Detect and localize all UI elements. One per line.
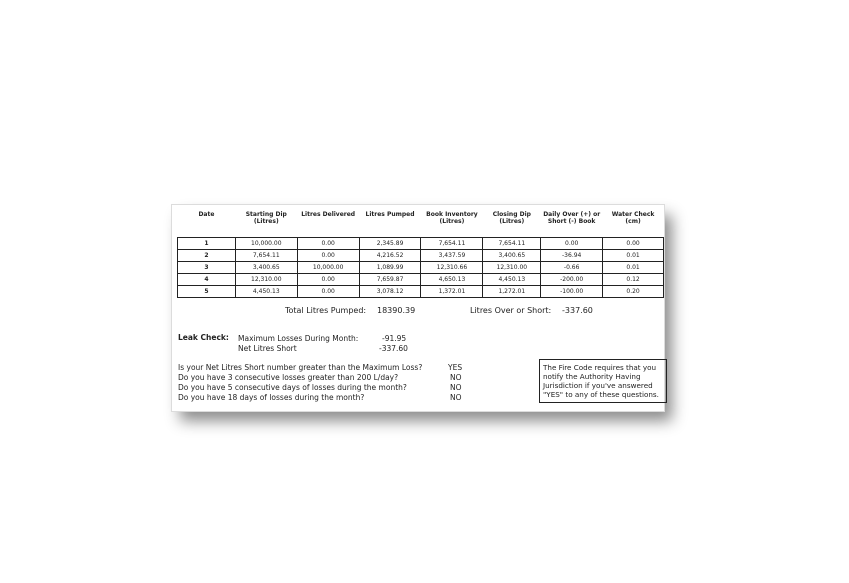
- cell-book-inventory: 1,372.01: [421, 286, 483, 298]
- question-text: Do you have 18 days of losses during the month?: [178, 393, 365, 402]
- question-answer: NO: [450, 383, 462, 392]
- cell-daily-over-short: -36.94: [541, 250, 603, 262]
- cell-daily-over-short: -0.66: [541, 262, 603, 274]
- col-header-closing-dip: Closing Dip (Litres): [483, 209, 541, 238]
- cell-water-check: 0.12: [603, 274, 664, 286]
- cell-book-inventory: 4,650.13: [421, 274, 483, 286]
- question-answer: YES: [448, 363, 463, 372]
- cell-date: 5: [178, 286, 236, 298]
- cell-date: 2: [178, 250, 236, 262]
- cell-water-check: 0.00: [603, 238, 664, 250]
- col-header-litres-pumped: Litres Pumped: [359, 209, 421, 238]
- question-answer: NO: [450, 393, 462, 402]
- cell-litres-delivered: 0.00: [297, 274, 359, 286]
- cell-closing-dip: 3,400.65: [483, 250, 541, 262]
- table-row: [178, 262, 664, 274]
- cell-litres-pumped: 3,078.12: [359, 286, 421, 298]
- cell-water-check: 0.20: [603, 286, 664, 298]
- col-header-book-inventory: Book Inventory (Litres): [421, 209, 483, 238]
- question-text: Do you have 5 consecutive days of losses during the month?: [178, 383, 407, 392]
- cell-litres-pumped: 1,089.99: [359, 262, 421, 274]
- cell-starting-dip: 4,450.13: [235, 286, 297, 298]
- over-short-label: Litres Over or Short:: [470, 306, 552, 315]
- max-loss-label: Maximum Losses During Month:: [238, 334, 359, 343]
- question-text: Do you have 3 consecutive losses greater than 200 L/day?: [178, 373, 399, 382]
- cell-water-check: 0.01: [603, 262, 664, 274]
- cell-date: 4: [178, 274, 236, 286]
- cell-starting-dip: 10,000.00: [235, 238, 297, 250]
- col-header-litres-delivered: Litres Delivered: [297, 209, 359, 238]
- question-answer: NO: [450, 373, 462, 382]
- cell-litres-delivered: 0.00: [297, 250, 359, 262]
- cell-water-check: 0.01: [603, 250, 664, 262]
- reconciliation-sheet: [172, 205, 664, 411]
- cell-daily-over-short: -100.00: [541, 286, 603, 298]
- cell-litres-delivered: 10,000.00: [297, 262, 359, 274]
- inventory-table: [177, 209, 664, 298]
- table-row: [178, 238, 664, 250]
- cell-starting-dip: 3,400.65: [235, 262, 297, 274]
- table-header-row: [178, 209, 664, 238]
- cell-closing-dip: 12,310.00: [483, 262, 541, 274]
- cell-daily-over-short: 0.00: [541, 238, 603, 250]
- total-pumped-value: 18390.39: [377, 306, 416, 315]
- total-pumped-label: Total Litres Pumped:: [285, 306, 367, 315]
- cell-litres-pumped: 2,345.89: [359, 238, 421, 250]
- cell-litres-delivered: 0.00: [297, 286, 359, 298]
- cell-date: 3: [178, 262, 236, 274]
- table-row: [178, 250, 664, 262]
- table-row: [178, 286, 664, 298]
- cell-daily-over-short: -200.00: [541, 274, 603, 286]
- col-header-water-check: Water Check (cm): [603, 209, 664, 238]
- cell-book-inventory: 7,654.11: [421, 238, 483, 250]
- col-header-date: Date: [178, 209, 236, 238]
- net-short-value: -337.60: [379, 344, 408, 353]
- cell-date: 1: [178, 238, 236, 250]
- col-header-starting-dip: Starting Dip (Litres): [235, 209, 297, 238]
- cell-book-inventory: 12,310.66: [421, 262, 483, 274]
- cell-closing-dip: 4,450.13: [483, 274, 541, 286]
- cell-litres-delivered: 0.00: [297, 238, 359, 250]
- cell-closing-dip: 7,654.11: [483, 238, 541, 250]
- cell-closing-dip: 1,272.01: [483, 286, 541, 298]
- cell-litres-pumped: 4,216.52: [359, 250, 421, 262]
- max-loss-value: -91.95: [382, 334, 407, 343]
- leak-check-title: Leak Check:: [178, 333, 229, 342]
- fire-code-note: The Fire Code requires that you notify the Authority Having Jurisdiction if you've answered "YES" to any of these questions.: [539, 359, 667, 403]
- col-header-daily-over-short: Daily Over (+) or Short (-) Book: [541, 209, 603, 238]
- over-short-value: -337.60: [562, 306, 593, 315]
- cell-litres-pumped: 7,659.87: [359, 274, 421, 286]
- question-text: Is your Net Litres Short number greater than the Maximum Loss?: [178, 363, 423, 372]
- net-short-label: Net Litres Short: [238, 344, 297, 353]
- cell-book-inventory: 3,437.59: [421, 250, 483, 262]
- cell-starting-dip: 12,310.00: [235, 274, 297, 286]
- table-row: [178, 274, 664, 286]
- cell-starting-dip: 7,654.11: [235, 250, 297, 262]
